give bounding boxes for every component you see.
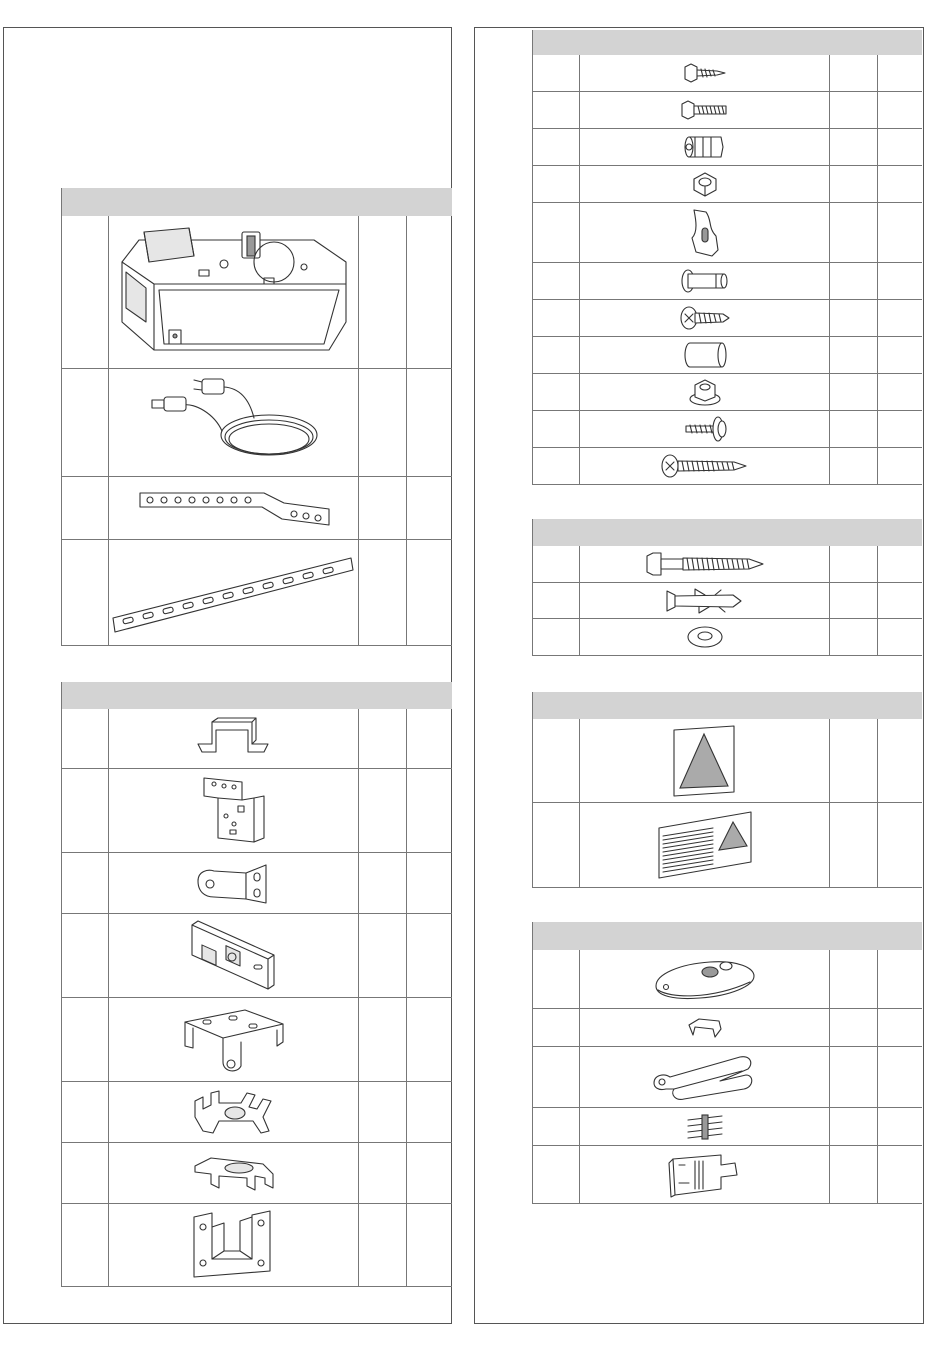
table-header xyxy=(532,922,922,950)
washer-screw-icon xyxy=(682,415,728,443)
table-row xyxy=(532,203,922,263)
table-row xyxy=(532,55,922,92)
handset-holder-icon xyxy=(665,1149,745,1201)
table-row xyxy=(532,546,922,583)
fastener-parts-table xyxy=(532,30,922,485)
remote-clip-icon xyxy=(685,1015,725,1041)
table-row xyxy=(61,914,452,998)
flange-nut-icon xyxy=(687,377,723,407)
table-row xyxy=(532,619,922,656)
table-row xyxy=(532,129,922,166)
bracket-parts-table xyxy=(61,682,452,1287)
wood-screw-icon xyxy=(660,452,750,480)
lag-bolt-icon xyxy=(645,551,765,577)
table-row xyxy=(61,477,452,540)
table-header xyxy=(532,692,922,719)
table-header xyxy=(61,682,452,709)
table-row xyxy=(532,411,922,448)
table-row xyxy=(61,369,452,477)
hex-bolt-icon xyxy=(680,99,730,121)
table-row xyxy=(61,709,452,769)
channel-bracket-icon xyxy=(184,919,284,993)
warning-label-table xyxy=(532,692,922,888)
connector-pins-icon xyxy=(684,1112,726,1142)
bent-strap-icon xyxy=(134,481,334,536)
table-header xyxy=(61,188,452,216)
warning-sticker-icon xyxy=(670,724,740,798)
remote-control-icon xyxy=(650,954,760,1004)
clamp-bracket-icon xyxy=(189,1087,279,1137)
table-row xyxy=(532,300,922,337)
sliding-clip-icon xyxy=(189,1148,279,1198)
wall-plug-icon xyxy=(665,587,745,615)
left-panel xyxy=(3,27,452,1324)
table-row xyxy=(532,448,922,485)
self-tapping-screw-icon xyxy=(683,62,727,84)
table-header xyxy=(532,519,922,546)
table-row xyxy=(532,374,922,411)
table-row xyxy=(532,166,922,203)
door-bracket-icon xyxy=(194,772,274,850)
spring-clip-icon xyxy=(688,206,722,260)
hex-nut-icon xyxy=(690,170,720,198)
power-cord-icon xyxy=(144,373,324,473)
table-row xyxy=(532,1146,922,1204)
right-panel xyxy=(474,27,924,1324)
header-bracket-icon xyxy=(179,1002,289,1078)
flat-washer-icon xyxy=(685,624,725,650)
opener-parts-table xyxy=(61,188,452,646)
phillips-screw-icon xyxy=(679,305,731,331)
sleeve-icon xyxy=(682,340,728,370)
garage-door-opener-unit-icon xyxy=(114,222,354,362)
table-row xyxy=(532,583,922,619)
table-row xyxy=(61,853,452,914)
wall-fixing-table xyxy=(532,519,922,656)
table-row xyxy=(61,998,452,1082)
table-header xyxy=(532,30,922,55)
remote-accessory-table xyxy=(532,922,922,1204)
table-row xyxy=(532,337,922,374)
table-row xyxy=(532,263,922,300)
table-row xyxy=(532,803,922,888)
table-row xyxy=(61,769,452,853)
table-row xyxy=(532,719,922,803)
clevis-pin-icon xyxy=(680,268,730,294)
table-row xyxy=(61,1204,452,1287)
u-channel-bracket-icon xyxy=(184,1207,284,1283)
table-row xyxy=(61,540,452,646)
table-row xyxy=(61,1082,452,1143)
visor-clip-icon xyxy=(650,1051,760,1103)
table-row xyxy=(532,92,922,129)
table-row xyxy=(532,1108,922,1146)
angle-bracket-icon xyxy=(194,857,274,909)
table-row xyxy=(61,1143,452,1204)
warning-instruction-label-icon xyxy=(655,808,755,882)
table-row xyxy=(61,216,452,369)
table-row xyxy=(532,1047,922,1108)
u-bracket-icon xyxy=(194,714,274,764)
spacer-sleeve-icon xyxy=(683,133,727,161)
table-row xyxy=(532,950,922,1009)
table-row xyxy=(532,1009,922,1047)
perforated-strap-icon xyxy=(111,548,356,638)
